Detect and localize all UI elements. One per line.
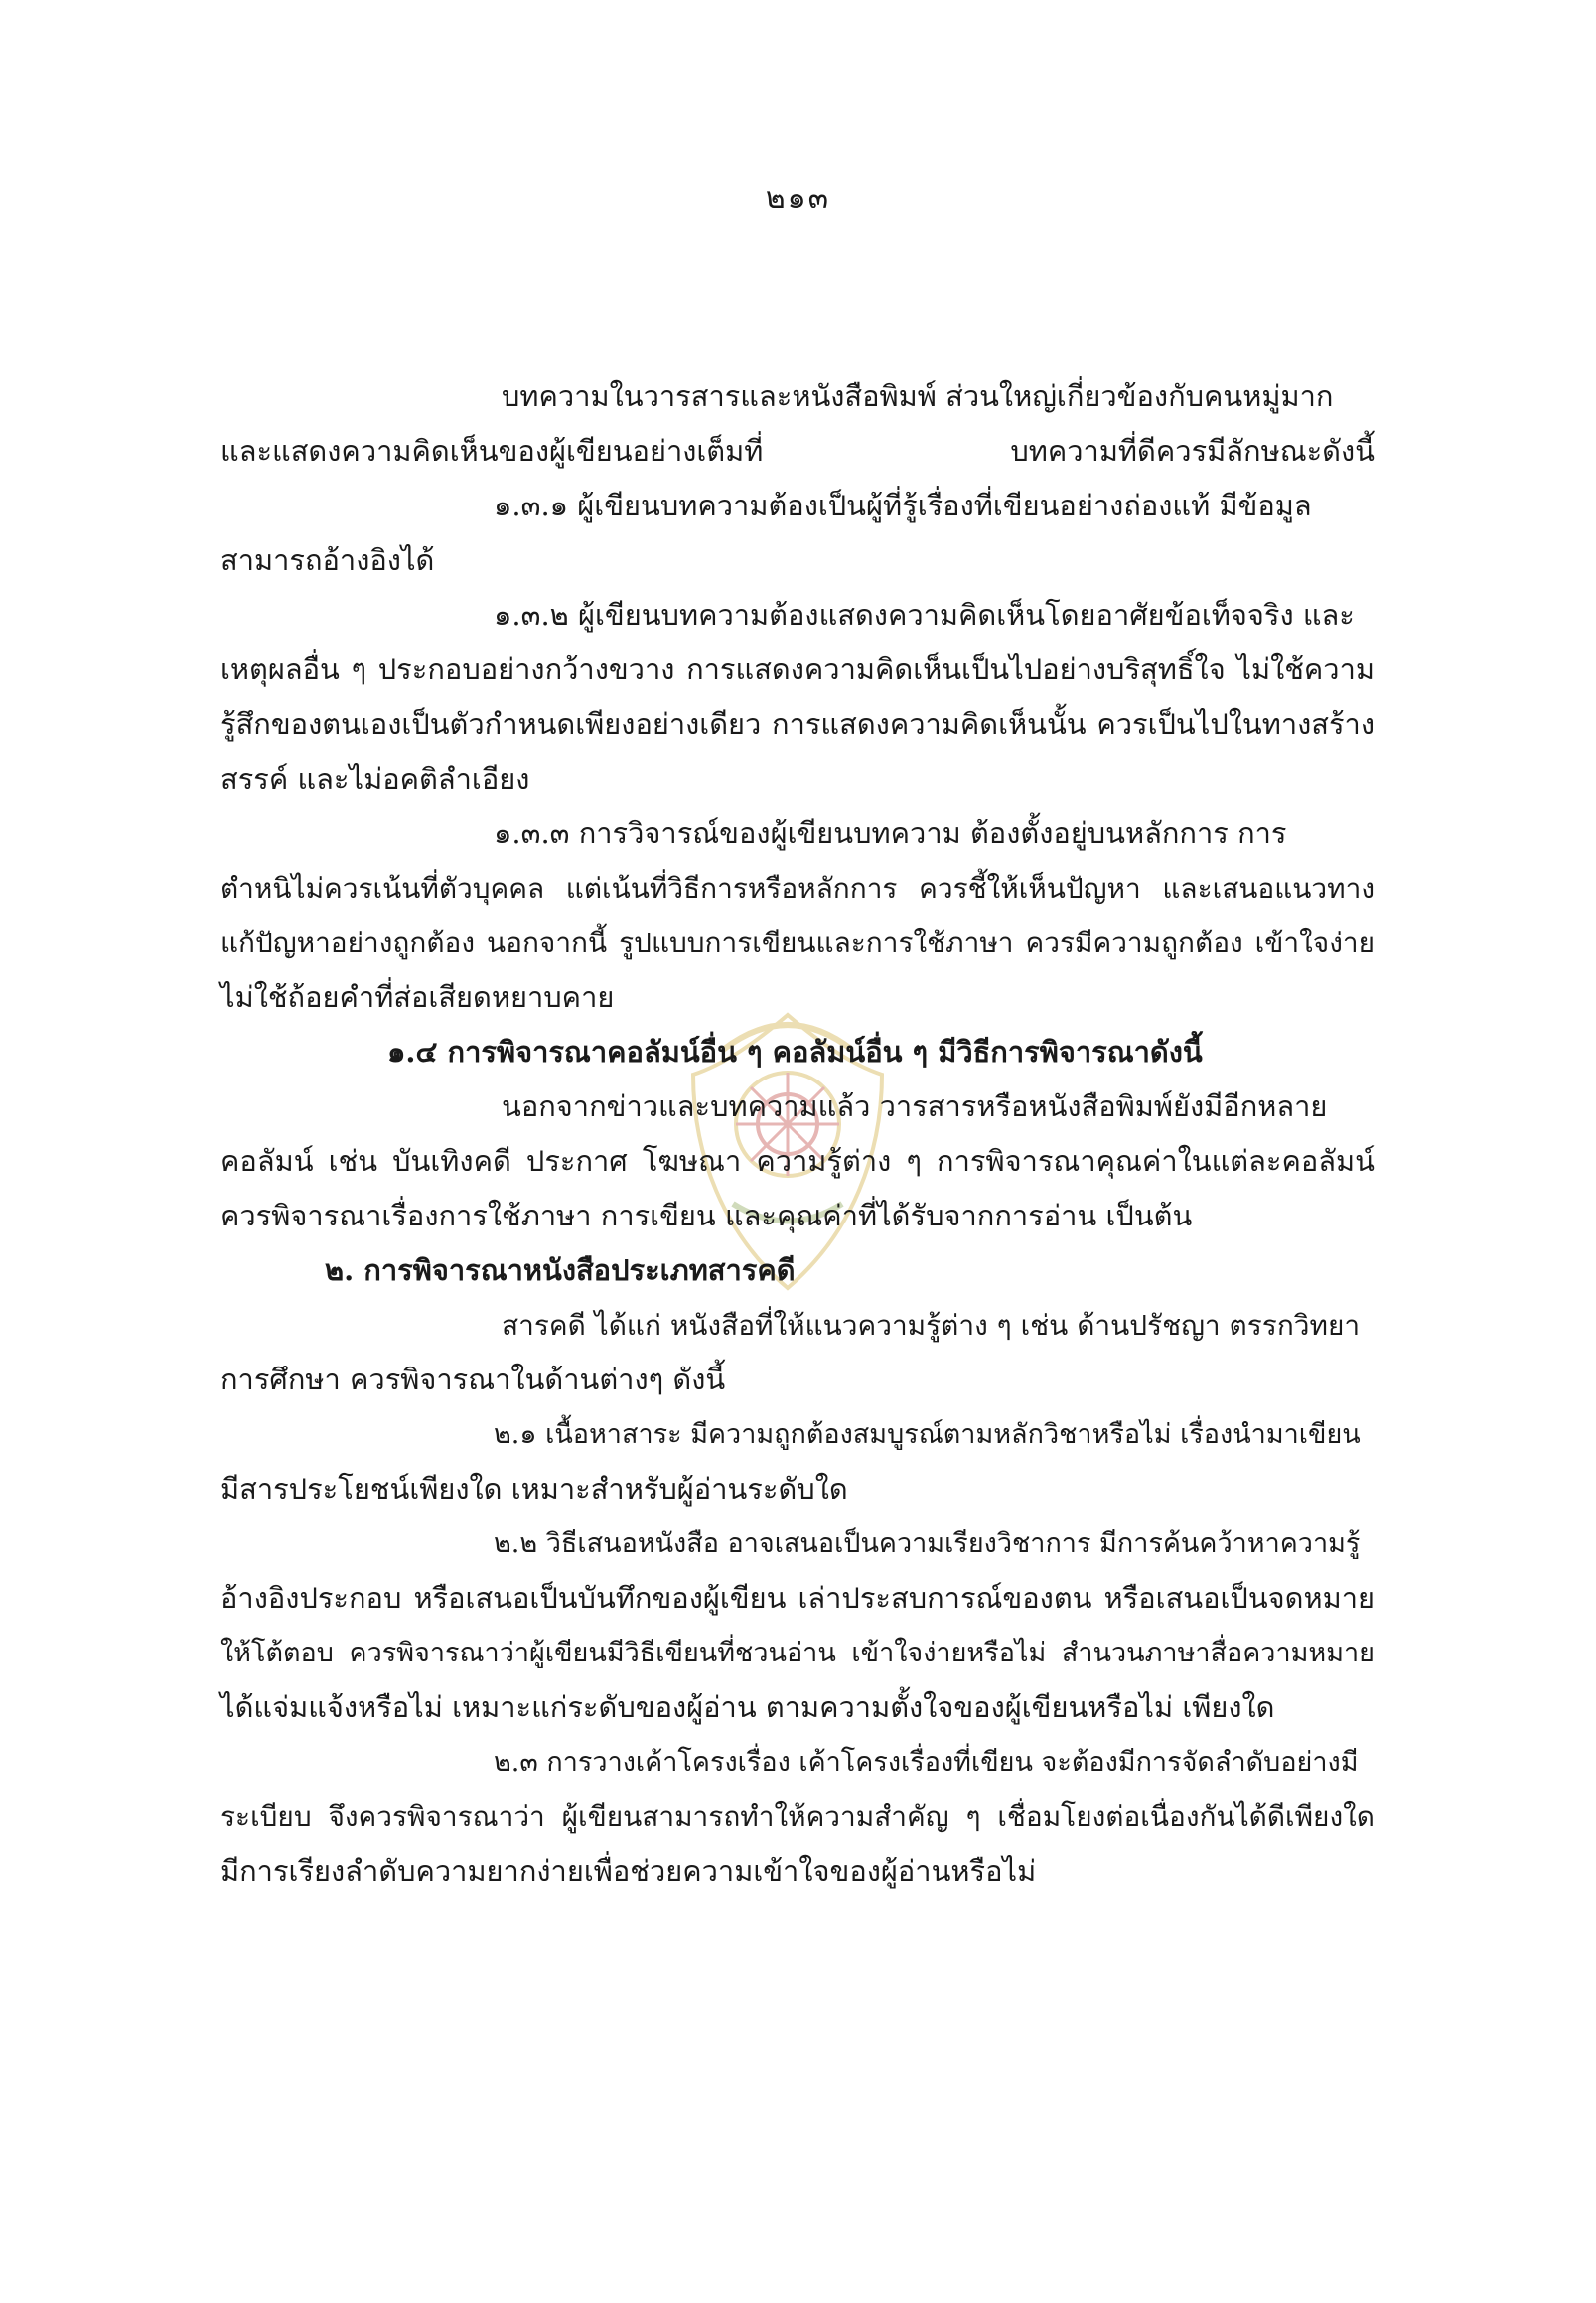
text-line: ๒.๓ การวางเค้าโครงเรื่อง เค้าโครงเรื่องที่เขียน จะต้องมีการจัดลำดับอย่างมี [494,1747,1359,1778]
text-line: ๑.๓.๓ การวิจารณ์ของผู้เขียนบทความ ต้องตั้งอยู่บนหลักการ การ [494,816,1287,850]
text-line: ไม่ใช้ถ้อยคำที่ส่อเสียดหยาบคาย [220,980,615,1014]
section-heading: ๒. การพิจารณาหนังสือประเภทสารคดี [325,1253,796,1287]
text-line: การศึกษา ควรพิจารณาในด้านต่างๆ ดังนี้ [220,1363,726,1396]
text-line: ได้แจ่มแจ้งหรือไม่ เหมาะแก่ระดับของผู้อ่าน ตามความตั้งใจของผู้เขียนหรือไม่ เพียงใด [220,1690,1275,1724]
text-line: ตำหนิไม่ควรเน้นที่ตัวบุคคล แต่เน้นที่วิธีการหรือหลักการ ควรชี้ให้เห็นปัญหา และเสนอแนวทาง [220,872,1375,905]
text-line: ควรพิจารณาเรื่องการใช้ภาษา การเขียน และคุณค่าที่ได้รับจากการอ่าน เป็นต้น [220,1199,1193,1232]
section-heading: ๑.๔ การพิจารณาคอลัมน์อื่น ๆ คอลัมน์อื่น ๆ มีวิธีการพิจารณาดังนี้ [387,1035,1203,1069]
text-line: ให้โต้ตอบ ควรพิจารณาว่าผู้เขียนมีวิธีเขียนที่ชวนอ่าน เข้าใจง่ายหรือไม่ สำนวนภาษาสื่อความหมาย [220,1638,1375,1668]
text-line: คอลัมน์ เช่น บันเทิงคดี ประกาศ โฆษณา ความรู้ต่าง ๆ การพิจารณาคุณค่าในแต่ละคอลัมน์ [220,1144,1375,1178]
text-line: เหตุผลอื่น ๆ ประกอบอย่างกว้างขวาง การแสดงความคิดเห็นเป็นไปอย่างบริสุทธิ์ใจ ไม่ใช้ความ [220,652,1375,686]
text-line: รู้สึกของตนเองเป็นตัวกำหนดเพียงอย่างเดียว การแสดงความคิดเห็นนั้น ควรเป็นไปในทางสร้าง [220,707,1375,741]
text-line: แก้ปัญหาอย่างถูกต้อง นอกจากนี้ รูปแบบการเขียนและการใช้ภาษา ควรมีความถูกต้อง เข้าใจง่าย [220,927,1375,959]
text-line: สามารถอ้างอิงได้ [220,543,435,577]
text-line: ๒.๒ วิธีเสนอหนังสือ อาจเสนอเป็นความเรียงวิชาการ มีการค้นคว้าหาความรู้ [494,1528,1361,1559]
text-line: และแสดงความคิดเห็นของผู้เขียนอย่างเต็มที่ บทความที่ดีควรมีลักษณะดังนี้ [220,434,1375,468]
text-line: ๑.๓.๑ ผู้เขียนบทความต้องเป็นผู้ที่รู้เรื่องที่เขียนอย่างถ่องแท้ มีข้อมูล [494,489,1312,522]
text-line: ระเบียบ จึงควรพิจารณาว่า ผู้เขียนสามารถทำให้ความสำคัญ ๆ เชื่อมโยงต่อเนื่องกันได้ดีเพียงใด [220,1800,1375,1833]
text-line: อ้างอิงประกอบ หรือเสนอเป็นบันทึกของผู้เขียน เล่าประสบการณ์ของตน หรือเสนอเป็นจดหมาย [220,1581,1375,1615]
text-line: นอกจากข่าวและบทความแล้ว วารสารหรือหนังสือพิมพ์ยังมีอีกหลาย [502,1089,1328,1123]
text-line: บทความในวารสารและหนังสือพิมพ์ ส่วนใหญ่เกี่ยวข้องกับคนหมู่มาก [502,379,1334,413]
page-number: ๒๑๓ [765,181,831,216]
text-line: ๑.๓.๒ ผู้เขียนบทความต้องแสดงความคิดเห็นโดยอาศัยข้อเท็จจริง และ [494,598,1355,632]
body-text [220,369,1375,1899]
text-line: มีการเรียงลำดับความยากง่ายเพื่อช่วยความเข้าใจของผู้อ่านหรือไม่ [220,1854,1037,1888]
text-line: สรรค์ และไม่อคติลำเอียง [220,762,530,795]
text-line: ๒.๑ เนื้อหาสาระ มีความถูกต้องสมบูรณ์ตามหลักวิชาหรือไม่ เรื่องนำมาเขียน [494,1419,1361,1450]
text-line: มีสารประโยชน์เพียงใด เหมาะสำหรับผู้อ่านระดับใด [220,1472,848,1506]
text-line: สารคดี ได้แก่ หนังสือที่ให้แนวความรู้ต่าง ๆ เช่น ด้านปรัชญา ตรรกวิทยา [502,1309,1361,1342]
